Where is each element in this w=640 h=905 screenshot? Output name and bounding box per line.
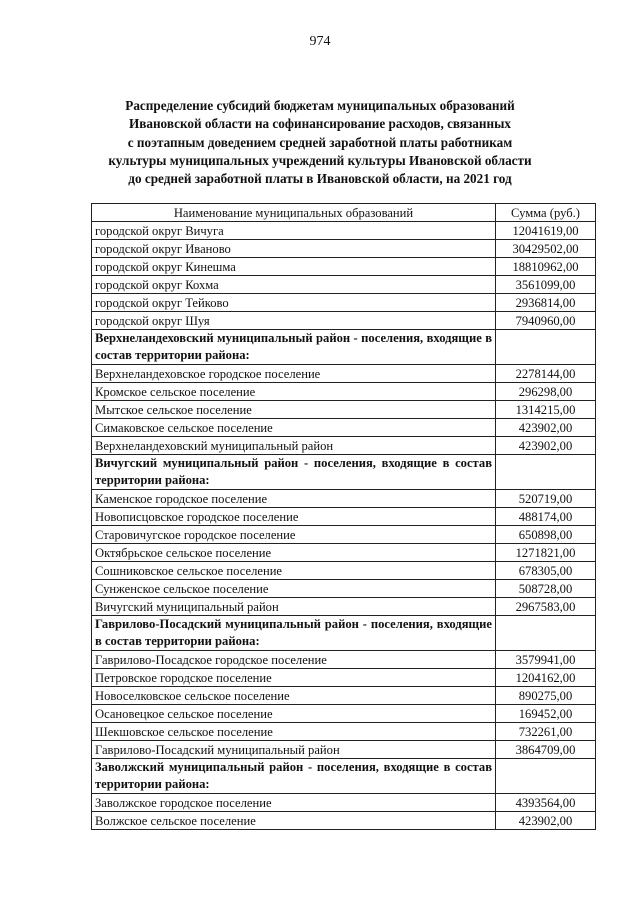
table-row [92, 365, 596, 383]
section-title: Верхнеландеховский муниципальный район - поселения, входящие в состав территории района: [92, 330, 496, 365]
table-row [92, 705, 596, 723]
subsidy-amount: 18810962,00 [496, 258, 596, 276]
table-row [92, 419, 596, 437]
municipality-name: Верхнеландеховское городское поселение [92, 365, 496, 383]
municipality-name: Сошниковское сельское поселение [92, 562, 496, 580]
table-row [92, 741, 596, 759]
table-row [92, 794, 596, 812]
section-title: Заволжский муниципальный район - поселения, входящие в состав территории района: [92, 759, 496, 794]
municipality-name: Кромское сельское поселение [92, 383, 496, 401]
subsidy-amount: 2967583,00 [496, 598, 596, 616]
subsidy-amount: 169452,00 [496, 705, 596, 723]
subsidy-amount: 508728,00 [496, 580, 596, 598]
section-header-row [92, 330, 596, 365]
subsidy-amount: 3579941,00 [496, 651, 596, 669]
table-row [92, 222, 596, 240]
table-row [92, 687, 596, 705]
table-row [92, 490, 596, 508]
table-row [92, 508, 596, 526]
subsidy-amount [496, 330, 596, 365]
subsidy-amount: 650898,00 [496, 526, 596, 544]
subsidy-amount: 423902,00 [496, 437, 596, 455]
section-title: Вичугский муниципальный район - поселения, входящие в состав территории района: [92, 455, 496, 490]
table-row [92, 437, 596, 455]
section-header-row [92, 455, 596, 490]
subsidy-amount: 423902,00 [496, 812, 596, 830]
municipality-name: Новописцовское городское поселение [92, 508, 496, 526]
table-row [92, 544, 596, 562]
document-title [70, 97, 570, 188]
municipality-name: городской округ Кохма [92, 276, 496, 294]
table-row [92, 598, 596, 616]
municipality-name: Сунженское сельское поселение [92, 580, 496, 598]
subsidy-amount: 1204162,00 [496, 669, 596, 687]
table-row [92, 276, 596, 294]
title-line: культуры муниципальных учреждений культуры Ивановской области [108, 152, 532, 168]
subsidy-amount: 520719,00 [496, 490, 596, 508]
table-row [92, 383, 596, 401]
municipality-name: Мытское сельское поселение [92, 401, 496, 419]
subsidy-amount [496, 616, 596, 651]
subsidy-amount: 2936814,00 [496, 294, 596, 312]
municipality-name: Октябрьское сельское поселение [92, 544, 496, 562]
table-row [92, 526, 596, 544]
subsidy-amount: 1271821,00 [496, 544, 596, 562]
subsidy-amount: 2278144,00 [496, 365, 596, 383]
title-line: с поэтапным доведением средней заработной платы работникам [127, 134, 513, 150]
municipality-name: Петровское городское поселение [92, 669, 496, 687]
title-line: Ивановской области на софинансирование расходов, связанных [128, 116, 511, 132]
table-row [92, 401, 596, 419]
table-row [92, 562, 596, 580]
column-header-amount: Сумма (руб.) [496, 204, 596, 222]
table-row [92, 669, 596, 687]
subsidy-amount: 4393564,00 [496, 794, 596, 812]
municipality-name: Шекшовское сельское поселение [92, 723, 496, 741]
municipality-name: Новоселковское сельское поселение [92, 687, 496, 705]
subsidy-amount: 296298,00 [496, 383, 596, 401]
municipality-name: Гаврилово-Посадское городское поселение [92, 651, 496, 669]
subsidy-amount: 30429502,00 [496, 240, 596, 258]
municipality-name: Симаковское сельское поселение [92, 419, 496, 437]
subsidy-amount: 890275,00 [496, 687, 596, 705]
section-header-row [92, 616, 596, 651]
municipality-name: Верхнеландеховский муниципальный район [92, 437, 496, 455]
subsidy-amount: 3864709,00 [496, 741, 596, 759]
table-row [92, 294, 596, 312]
page-number: 974 [309, 34, 331, 49]
municipality-name: Гаврилово-Посадский муниципальный район [92, 741, 496, 759]
subsidy-amount [496, 759, 596, 794]
municipality-name: городской округ Вичуга [92, 222, 496, 240]
municipality-name: городской округ Кинешма [92, 258, 496, 276]
section-title: Гаврилово-Посадский муниципальный район - поселения, входящие в состав территории района: [92, 616, 496, 651]
municipality-name: Заволжское городское поселение [92, 794, 496, 812]
subsidy-amount: 12041619,00 [496, 222, 596, 240]
table-row [92, 723, 596, 741]
subsidy-table [91, 203, 596, 830]
subsidy-amount: 7940960,00 [496, 312, 596, 330]
table-row [92, 580, 596, 598]
municipality-name: Каменское городское поселение [92, 490, 496, 508]
municipality-name: Волжское сельское поселение [92, 812, 496, 830]
subsidy-amount: 423902,00 [496, 419, 596, 437]
table-row [92, 240, 596, 258]
subsidy-amount: 732261,00 [496, 723, 596, 741]
table-body [92, 222, 596, 830]
table-header-row [92, 204, 596, 222]
subsidy-amount: 3561099,00 [496, 276, 596, 294]
municipality-name: городской округ Иваново [92, 240, 496, 258]
subsidy-amount: 1314215,00 [496, 401, 596, 419]
column-header-name: Наименование муниципальных образований [92, 204, 496, 222]
table-row [92, 812, 596, 830]
municipality-name: Осановецкое сельское поселение [92, 705, 496, 723]
municipality-name: Вичугский муниципальный район [92, 598, 496, 616]
title-line: Распределение субсидий бюджетам муниципальных образований [125, 98, 515, 113]
municipality-name: городской округ Тейково [92, 294, 496, 312]
section-header-row [92, 759, 596, 794]
subsidy-amount [496, 455, 596, 490]
municipality-name: Старовичугское городское поселение [92, 526, 496, 544]
table-row [92, 258, 596, 276]
title-line: до средней заработной платы в Ивановской области, на 2021 год [128, 171, 512, 187]
table-row [92, 312, 596, 330]
municipality-name: городской округ Шуя [92, 312, 496, 330]
table-row [92, 651, 596, 669]
subsidy-amount: 678305,00 [496, 562, 596, 580]
subsidy-amount: 488174,00 [496, 508, 596, 526]
